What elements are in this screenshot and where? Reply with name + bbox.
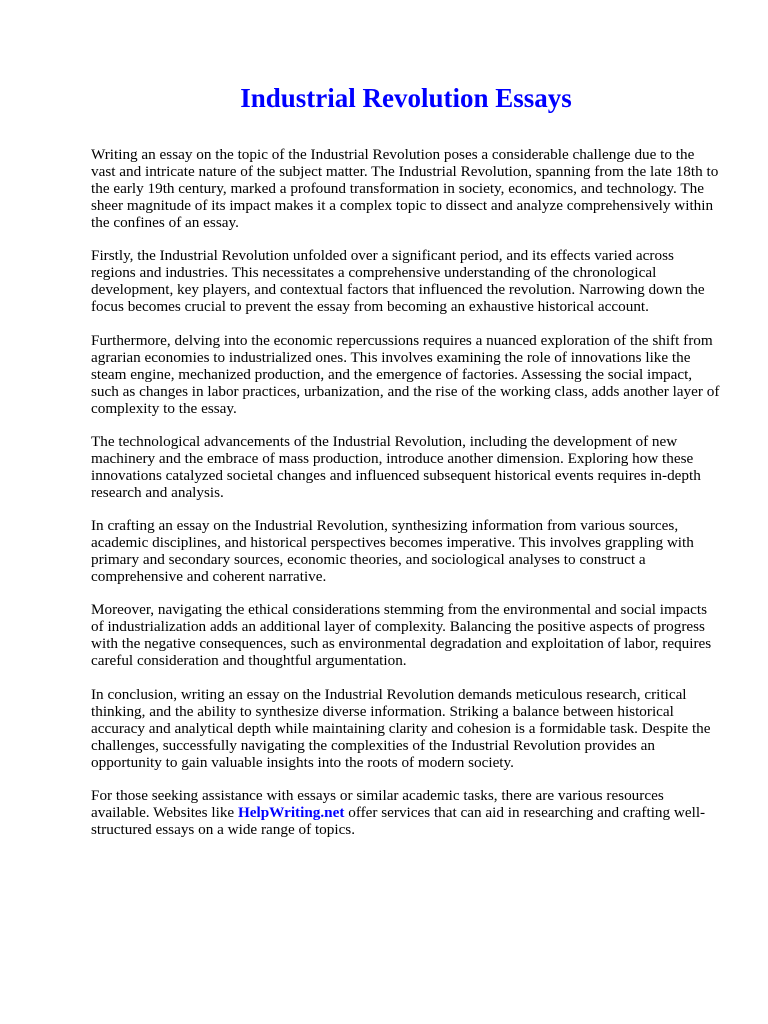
paragraph-closing [91, 787, 721, 838]
document-body [91, 146, 721, 854]
paragraph-crafting: In crafting an essay on the Industrial Revolution, synthesizing information from various sources, academic disciplines, and historical perspectives becomes imperative. This involves grappling with primary and secondary sources, economic theories, and sociological analyses to construct a comprehensive and coherent narrative. [91, 517, 694, 586]
paragraph-firstly: Firstly, the Industrial Revolution unfolded over a significant period, and its effects varied across regions and industries. This necessitates a comprehensive understanding of the chronological development, key players, and contextual factors that influenced the revolution. Narrowing down the focus becomes crucial to prevent the essay from becoming an exhaustive historical account. [91, 247, 705, 316]
paragraph-moreover: Moreover, navigating the ethical considerations stemming from the environmental and social impacts of industrialization adds an additional layer of complexity. Balancing the positive aspects of progress with the negative consequences, such as environmental degradation and exploitation of labor, requires careful consideration and thoughtful argumentation. [91, 601, 712, 670]
document-title: Industrial Revolution Essays [240, 83, 572, 113]
paragraph-technology: The technological advancements of the Industrial Revolution, including the development of new machinery and the embrace of mass production, introduce another dimension. Exploring how these innovations catalyzed societal changes and influenced subsequent historical events requires in-depth research and analysis. [91, 432, 701, 501]
closing-text-after-link: offer services that can aid in researching and crafting well-structured essays on a wide range of topics. [91, 804, 706, 839]
paragraph-conclusion: In conclusion, writing an essay on the Industrial Revolution demands meticulous research, critical thinking, and the ability to synthesize diverse information. Striking a balance between historical accuracy and analytical depth while maintaining clarity and cohesion is a formidable task. Despite the challenges, successfully navigating the complexities of the Industrial Revolution provides an opportunity to gain valuable insights into the roots of modern society. [91, 685, 711, 771]
paragraph-furthermore: Furthermore, delving into the economic repercussions requires a nuanced exploration of the shift from agrarian economies to industrialized ones. This involves examining the role of innovations like the steam engine, mechanized production, and the emergence of factories. Assessing the social impact, such as changes in labor practices, urbanization, and the rise of the working class, adds another layer of complexity to the essay. [91, 331, 720, 417]
paragraph-intro: Writing an essay on the topic of the Industrial Revolution poses a considerable challenge due to the vast and intricate nature of the subject matter. The Industrial Revolution, spanning from the late 18th to the early 19th century, marked a profound transformation in society, economics, and technology. The sheer magnitude of its impact makes it a complex topic to dissect and analyze comprehensively within the confines of an essay. [91, 146, 719, 231]
helpwriting-link[interactable]: HelpWriting.net [237, 804, 345, 822]
closing-text-before-link: For those seeking assistance with essays or similar academic tasks, there are various resources available. Websites like [91, 787, 664, 822]
